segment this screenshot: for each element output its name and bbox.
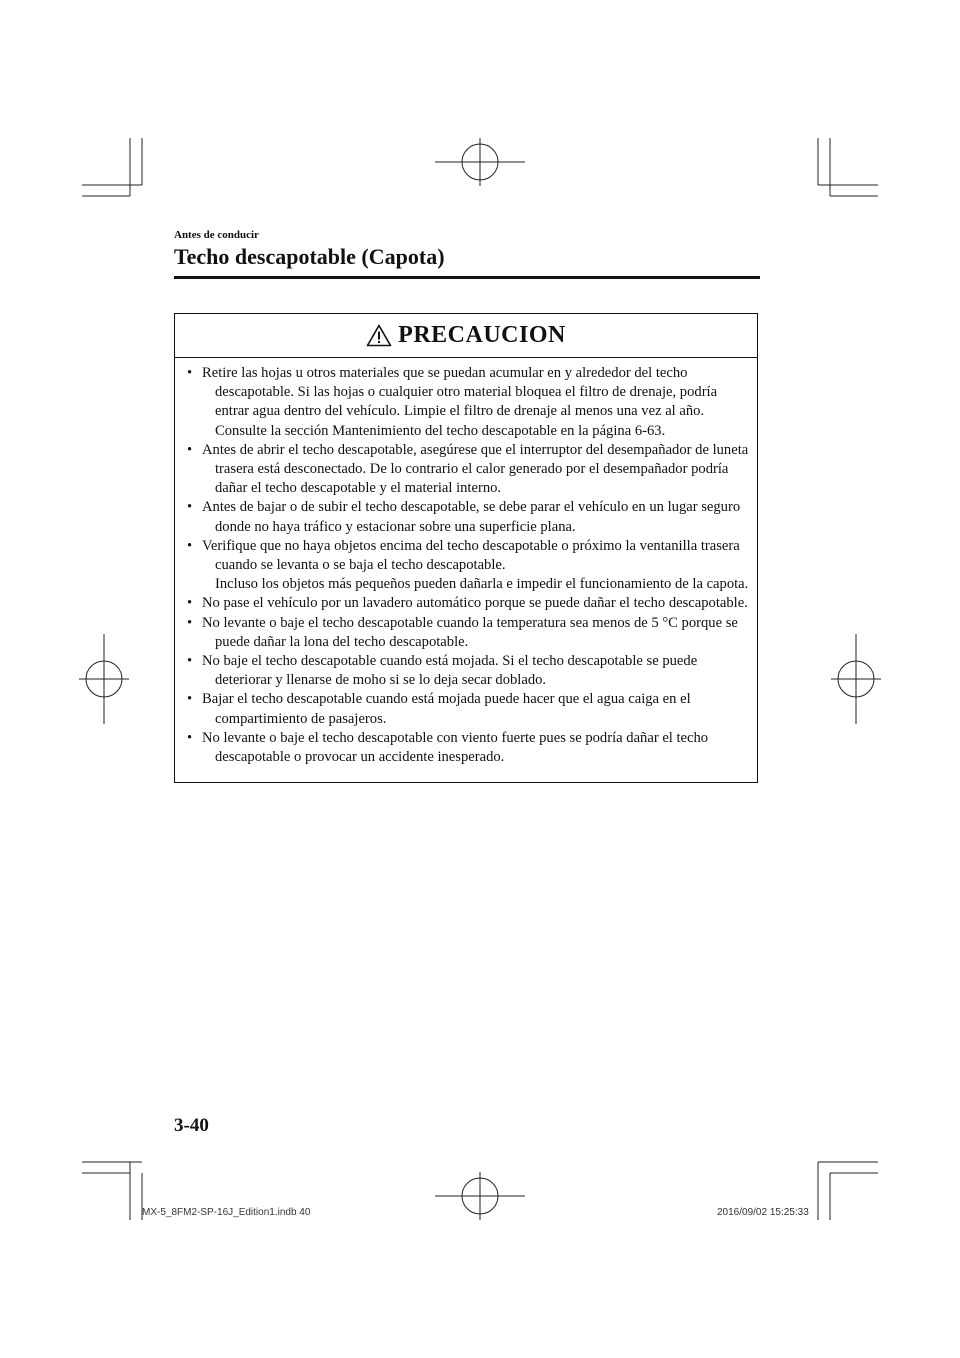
caution-box bbox=[174, 313, 758, 783]
warning-triangle-icon bbox=[366, 324, 392, 347]
bullet: • bbox=[187, 441, 193, 458]
caution-item-text: No levante o baje el techo descapotable cuando la temperatura sea menos de 5 °C porque se puede dañar la lona del techo descapotable. bbox=[202, 614, 738, 650]
caution-title: PRECAUCION bbox=[398, 322, 566, 348]
caution-item-text: Bajar el techo descapotable cuando está mojada puede hacer que el agua caiga en el compartimiento de pasajeros. bbox=[202, 691, 691, 727]
page-number: 3-40 bbox=[174, 1115, 209, 1136]
bullet: • bbox=[187, 614, 193, 631]
bullet: • bbox=[187, 537, 193, 554]
caution-list-item bbox=[187, 690, 749, 728]
caution-item-text: Antes de abrir el techo descapotable, asegúrese que el interruptor del desempañador de luneta trasera está desconectado. De lo contrario el calor generado por el desempañador podría dañar el techo descapotable y el material interno. bbox=[202, 441, 749, 497]
caution-header bbox=[175, 314, 757, 358]
bullet: • bbox=[187, 729, 193, 746]
caution-item-text: Incluso los objetos más pequeños pueden dañarla e impedir el funcionamiento de la capota. bbox=[215, 576, 749, 593]
bullet: • bbox=[187, 653, 193, 670]
caution-list bbox=[175, 358, 757, 767]
page-title: Techo descapotable (Capota) bbox=[174, 244, 445, 269]
bullet: • bbox=[187, 595, 193, 612]
caution-list-item bbox=[187, 498, 749, 536]
bullet: • bbox=[187, 499, 193, 516]
footer-print-date: 2016/09/02 15:25:33 bbox=[717, 1207, 809, 1218]
caution-list-item bbox=[187, 441, 749, 499]
bullet: • bbox=[187, 691, 193, 708]
bullet: • bbox=[187, 365, 193, 381]
caution-item-text: Antes de bajar o de subir el techo descapotable, se debe parar el vehículo en un lugar seguro donde no haya tráfico y estacionar sobre una superficie plana. bbox=[202, 499, 741, 535]
footer-file-info: MX-5_8FM2-SP-16J_Edition1.indb 40 bbox=[142, 1207, 311, 1218]
caution-item-text: No pase el vehículo por un lavadero automático porque se puede dañar el techo descapotable. bbox=[202, 595, 748, 612]
caution-list-item bbox=[187, 594, 749, 613]
caution-item-text: No baje el techo descapotable cuando está mojada. Si el techo descapotable se puede deteriorar y llenarse de moho si se lo deja secar doblado. bbox=[202, 653, 698, 689]
caution-list-item bbox=[187, 537, 749, 595]
caution-item-text: No levante o baje el techo descapotable con viento fuerte pues se podría dañar el techo descapotable o provocar un accidente inesperado. bbox=[202, 729, 709, 766]
caution-list-item bbox=[187, 614, 749, 652]
title-divider bbox=[174, 276, 760, 279]
caution-item-text: Verifique que no haya objetos encima del techo descapotable o próximo la ventanilla trasera cuando se levanta o se baja el techo descapotable. bbox=[202, 537, 740, 574]
caution-list-item bbox=[187, 364, 749, 441]
section-label: Antes de conducir bbox=[174, 229, 259, 241]
caution-list-item bbox=[187, 652, 749, 690]
caution-item-text: Retire las hojas u otros materiales que se puedan acumular en y alrededor del techo descapotable. Si las hojas o cualquier otro material bloquea el filtro de drenaje, podría entrar agua dentro del vehículo. Limpie el filtro de drenaje al menos una vez al año. Consulte la sección Mantenimiento del techo descapotable en la página 6-63. bbox=[202, 365, 718, 439]
caution-list-item bbox=[187, 729, 749, 767]
